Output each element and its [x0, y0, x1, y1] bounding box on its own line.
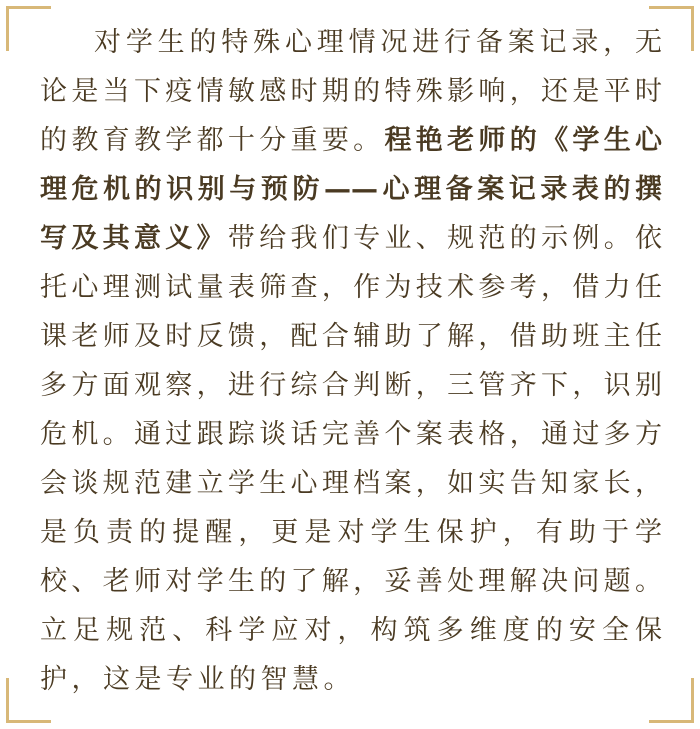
text-run: 多方面观察，进行综合判断，三管齐下，识别	[40, 370, 662, 401]
text-run: 校、老师对学生的了解，妥善处理解决问题。	[40, 566, 662, 597]
paragraph-line-6	[40, 263, 662, 312]
text-run: 对学生的特殊心理情况进行备案记录，无	[94, 27, 662, 58]
text-run: 课老师及时反馈，配合辅助了解，借助班主任	[40, 321, 662, 352]
text-run: 危机。通过跟踪谈话完善个案表格，通过多方	[40, 419, 662, 450]
paragraph-line-13	[40, 606, 662, 655]
text-run: 带给我们专业、规范的示例。依	[227, 223, 663, 254]
paragraph-line-9	[40, 410, 662, 459]
paragraph-line-8	[40, 361, 662, 410]
text-run: 立足规范、科学应对，构筑多维度的安全保	[40, 615, 662, 646]
paragraph-line-3	[40, 116, 662, 165]
article-paragraph	[40, 18, 662, 704]
paragraph-line-11	[40, 508, 662, 557]
text-run: 托心理测试量表筛查，作为技术参考，借力任	[40, 272, 662, 303]
bold-text-run: 理危机的识别与预防——心理备案记录表的撰	[40, 174, 662, 205]
paragraph-line-14	[40, 655, 662, 704]
paragraph-line-2	[40, 67, 662, 116]
paragraph-line-4	[40, 165, 662, 214]
text-run: 是负责的提醒，更是对学生保护，有助于学	[40, 517, 662, 548]
paragraph-line-7	[40, 312, 662, 361]
text-run: 会谈规范建立学生心理档案，如实告知家长，	[40, 468, 662, 499]
bold-text-run: 写及其意义》	[40, 223, 228, 254]
bold-text-run: 程艳老师的《学生心	[384, 125, 663, 156]
text-run: 论是当下疫情敏感时期的特殊影响，还是平时	[40, 76, 662, 107]
paragraph-line-10	[40, 459, 662, 508]
paragraph-line-5	[40, 214, 662, 263]
text-run: 的教育教学都十分重要。	[40, 125, 385, 156]
paragraph-line-12	[40, 557, 662, 606]
text-run: 护，这是专业的智慧。	[40, 664, 355, 695]
paragraph-line-1	[40, 18, 662, 67]
